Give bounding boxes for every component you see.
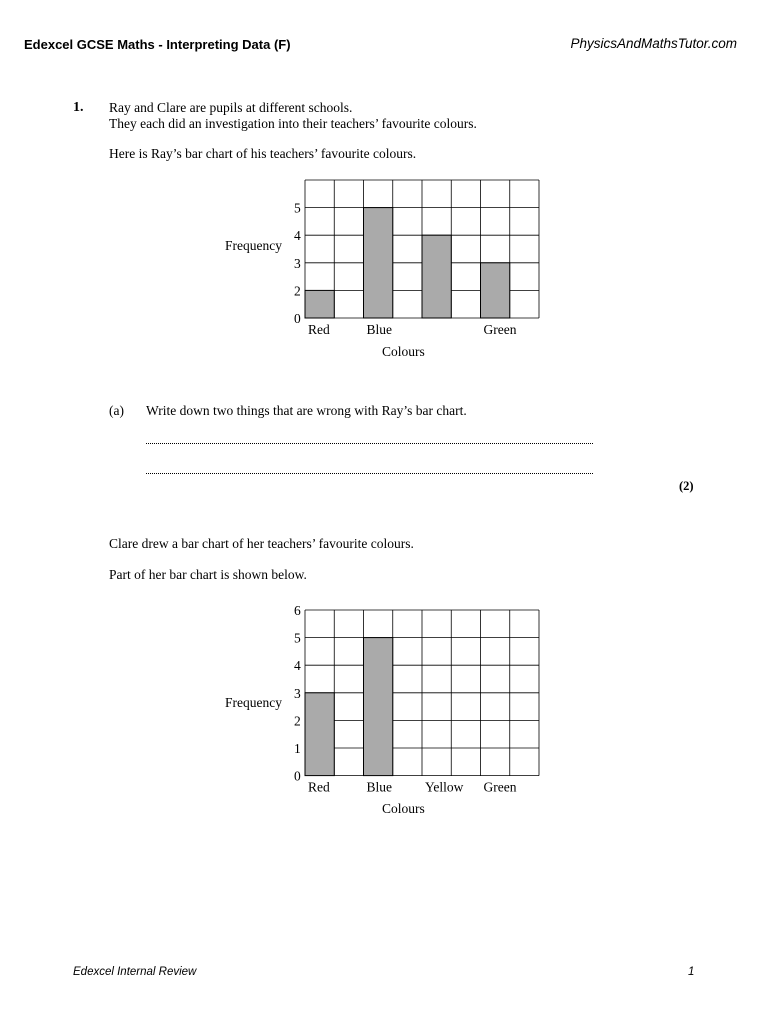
clare-y-tick: 6 xyxy=(294,603,301,618)
footer-source: Edexcel Internal Review xyxy=(73,966,197,978)
part-a-label: (a) xyxy=(109,403,124,418)
ray-x-tick: Blue xyxy=(366,322,392,337)
clare-x-tick: Green xyxy=(483,779,517,795)
clare-line-1: Clare drew a bar chart of her teachers’ favourite colours. xyxy=(109,536,414,551)
clare-x-tick-labels xyxy=(308,780,517,795)
clare-y-tick: 2 xyxy=(294,713,301,729)
ray-y-tick: 5 xyxy=(294,200,301,216)
question-number: 1. xyxy=(73,100,84,115)
ray-y-axis-label: Frequency xyxy=(225,238,282,253)
clare-y-tick: 1 xyxy=(294,741,301,756)
clare-y-tick-labels xyxy=(294,603,301,784)
clare-x-tick: Yellow xyxy=(425,779,464,795)
clare-bar-blue xyxy=(364,638,393,776)
clare-x-axis-label: Colours xyxy=(382,801,425,816)
document-title: Edexcel GCSE Maths - Interpreting Data (F) xyxy=(24,37,291,52)
page-number: 1 xyxy=(688,966,695,978)
ray-x-axis-label: Colours xyxy=(382,344,425,359)
ray-y-tick: 0 xyxy=(294,311,301,326)
site-name: PhysicsAndMathsTutor.com xyxy=(570,36,737,51)
ray-x-tick: Green xyxy=(483,322,517,337)
part-a-text: Write down two things that are wrong with Ray’s bar chart. xyxy=(146,403,467,418)
clare-chart-bars xyxy=(305,638,393,776)
clare-y-tick: 3 xyxy=(294,685,301,701)
clare-y-tick: 5 xyxy=(294,630,301,646)
clare-x-tick: Blue xyxy=(366,779,392,795)
ray-y-tick: 3 xyxy=(294,255,301,271)
intro-line-1: Ray and Clare are pupils at different schools. xyxy=(109,100,353,115)
ray-intro: Here is Ray’s bar chart of his teachers’ favourite colours. xyxy=(109,146,417,161)
clare-bar-red xyxy=(305,693,334,776)
ray-y-tick: 4 xyxy=(294,228,301,244)
ray-x-tick: Red xyxy=(308,322,330,337)
part-a-marks: (2) xyxy=(679,479,694,493)
ray-y-tick: 2 xyxy=(294,283,301,299)
clare-y-tick: 0 xyxy=(294,768,301,784)
clare-line-2: Part of her bar chart is shown below. xyxy=(109,567,307,582)
clare-chart-grid xyxy=(305,610,539,776)
clare-y-tick: 4 xyxy=(294,658,301,674)
clare-x-tick: Red xyxy=(308,779,330,795)
intro-line-2: They each did an investigation into their teachers’ favourite colours. xyxy=(109,116,477,131)
clare-y-axis-label: Frequency xyxy=(225,695,282,710)
